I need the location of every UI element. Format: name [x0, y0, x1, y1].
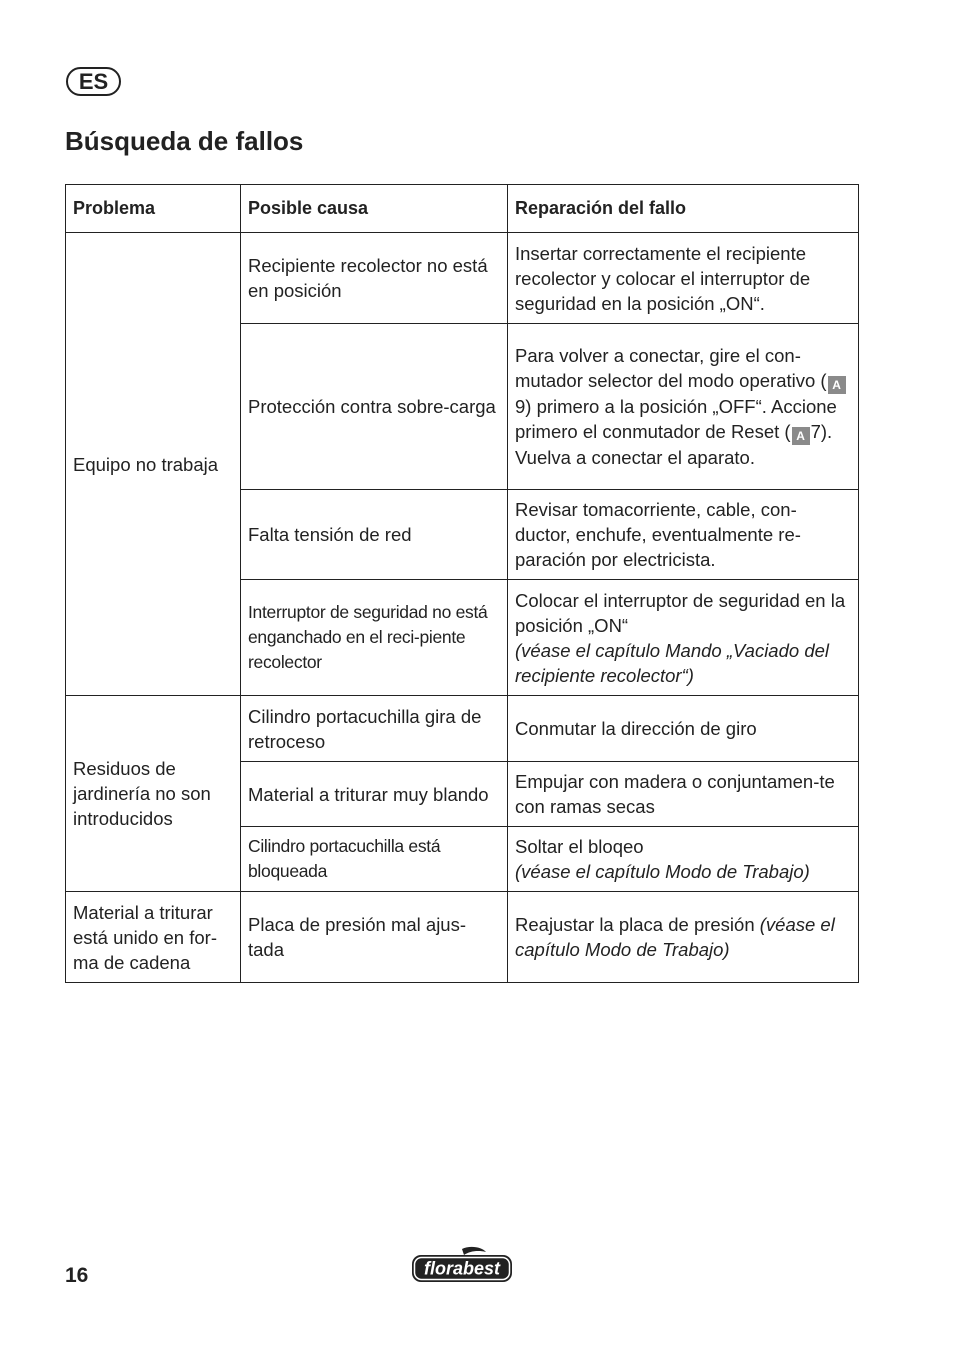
table-header-row [66, 185, 859, 233]
fix-cell: Revisar tomacorriente, cable, con-ductor, enchufe, eventualmente re-paración por electricista. [508, 490, 859, 580]
problem-cell: Material a triturar está unido en for-ma de cadena [66, 892, 241, 983]
troubleshooting-table [65, 184, 859, 983]
fix-text: Colocar el interruptor de seguridad en la posición „ON“ [515, 589, 846, 636]
table-row [66, 696, 859, 762]
svg-text:florabest: florabest [423, 1258, 501, 1279]
fix-text: 9) primero a la posición „OFF“. Accione primero el conmutador de Reset ( [515, 396, 837, 442]
fix-cell [508, 827, 859, 892]
cause-cell: Protección contra sobre-carga [241, 324, 508, 490]
table-row [66, 892, 859, 983]
fix-cell: Empujar con madera o conjuntamen-te con ramas secas [508, 762, 859, 827]
cause-cell: Recipiente recolector no está en posición [241, 233, 508, 324]
fix-cell [508, 324, 859, 490]
fix-cell: Conmutar la dirección de giro [508, 696, 859, 762]
cause-cell: Falta tensión de red [241, 490, 508, 580]
fix-note: (véase el capítulo Modo de Trabajo) [515, 914, 835, 960]
problem-cell: Residuos de jardinería no son introducidos [66, 696, 241, 892]
cause-cell: Cilindro portacuchilla gira de retroceso [241, 696, 508, 762]
header-problem: Problema [66, 185, 241, 233]
page-title: Búsqueda de fallos [65, 126, 304, 156]
fix-cell [508, 892, 859, 983]
fix-note: (véase el capítulo Mando „Vaciado del recipiente recolector“) [515, 639, 830, 686]
figure-a-icon: A [828, 376, 846, 394]
fix-text: 7). Vuelva a conectar el aparato. [515, 421, 833, 468]
fix-text: Para volver a conectar, gire el con-mutador selector del modo operativo ( [515, 345, 827, 391]
fix-text: Reajustar la placa de presión [515, 914, 760, 935]
page-number: 16 [65, 1264, 89, 1287]
problem-cell: Equipo no trabaja [66, 233, 241, 696]
cause-cell: Interruptor de seguridad no está enganchado en el reci-piente recolector [241, 580, 508, 696]
table-row [66, 233, 859, 324]
fix-cell [508, 580, 859, 696]
language-badge: ES [66, 67, 121, 96]
cause-cell: Material a triturar muy blando [241, 762, 508, 827]
figure-a-icon: A [792, 427, 810, 445]
florabest-logo [410, 1246, 514, 1284]
fix-note: (véase el capítulo Modo de Trabajo) [515, 861, 810, 882]
header-cause: Posible causa [241, 185, 508, 233]
header-fix: Reparación del fallo [508, 185, 859, 233]
fix-text: Soltar el bloqeo [515, 836, 644, 857]
cause-cell: Placa de presión mal ajus-tada [241, 892, 508, 983]
cause-cell: Cilindro portacuchilla está bloqueada [241, 827, 508, 892]
fix-cell: Insertar correctamente el recipiente recolector y colocar el interruptor de seguridad en la posición „ON“. [508, 233, 859, 324]
